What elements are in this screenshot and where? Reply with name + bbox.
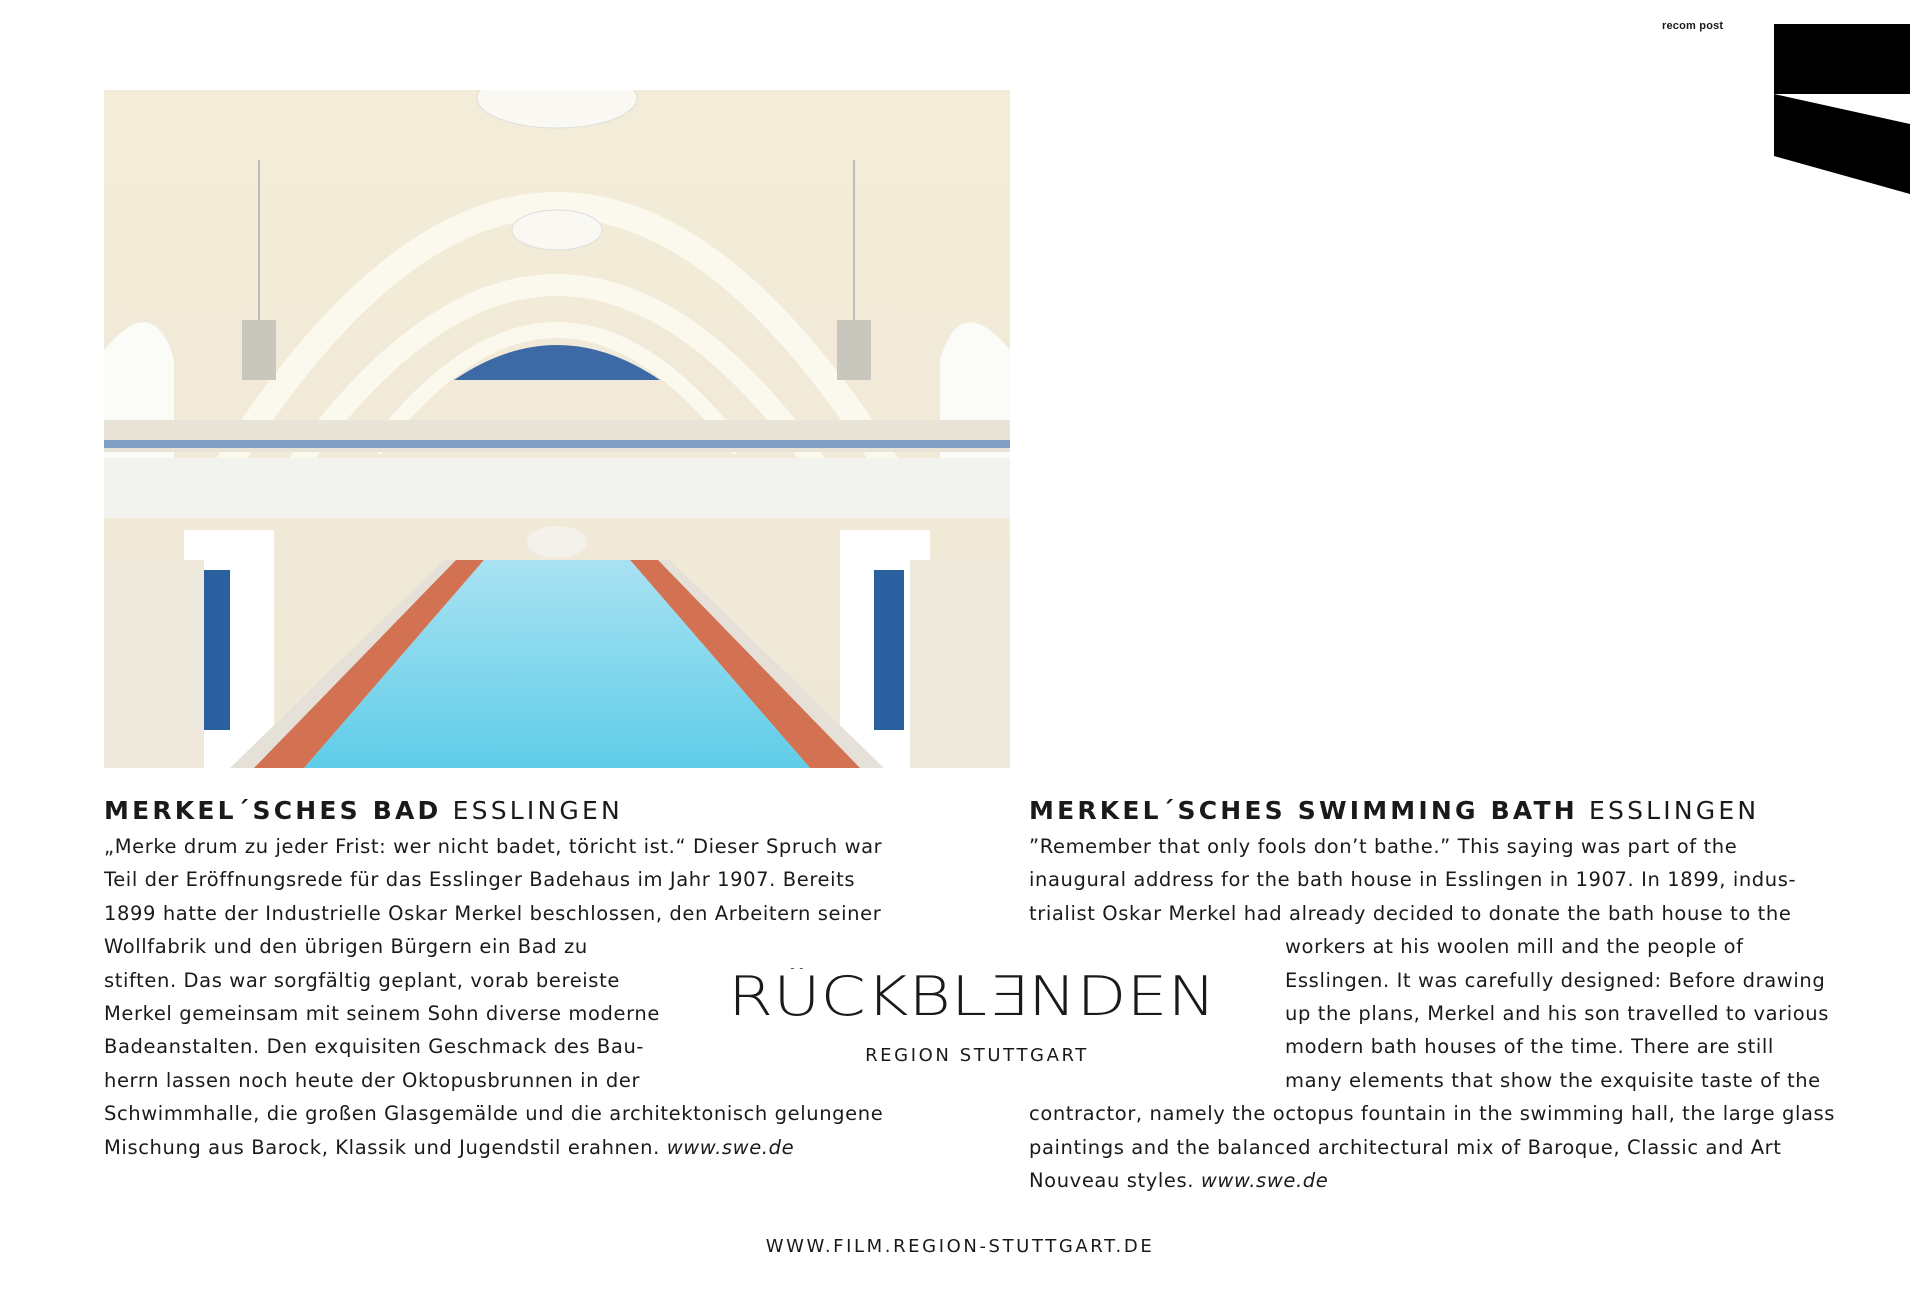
english-location: ESSLINGEN [1589, 796, 1760, 825]
english-heading [1029, 794, 1859, 828]
text-line: Esslingen. It was carefully designed: Before drawing [1285, 968, 1826, 992]
text-line: „Merke drum zu jeder Frist: wer nicht badet, töricht ist.“ Dieser Spruch war [104, 835, 883, 858]
english-title: MERKEL´SCHES SWIMMING BATH [1029, 796, 1578, 825]
brand-logo [722, 968, 1222, 1022]
website-link[interactable]: www.swe.de [1200, 1169, 1329, 1193]
brand-name: RÜCKBLƎNDEN [728, 968, 1216, 1022]
text-line: up the plans, Merkel and his son travelled to various [1285, 1002, 1830, 1026]
text-line: stiften. Das war sorgfältig geplant, vorab bereiste [104, 968, 620, 992]
text-line: Wollfabrik und den übrigen Bürgern ein Bad zu [104, 935, 588, 959]
german-location: ESSLINGEN [452, 796, 623, 825]
text-line: paintings and the balanced architectural mix of Baroque, Classic and Art [1029, 1135, 1782, 1159]
website-link[interactable]: www.swe.de [666, 1135, 795, 1159]
text-line: Teil der Eröffnungsrede für das Esslinger Badehaus im Jahr 1907. Bereits [104, 868, 856, 892]
text-line: herrn lassen noch heute der Oktopusbrunnen in der [104, 1068, 641, 1092]
indoor-swimming-pool-photo [104, 90, 1010, 768]
german-heading [104, 794, 884, 828]
text-line: many elements that show the exquisite taste of the [1285, 1068, 1821, 1092]
text-line: modern bath houses of the time. There are still [1285, 1035, 1774, 1059]
text-line: Badeanstalten. Den exquisiten Geschmack des Bau- [104, 1035, 645, 1059]
text-line: Merkel gemeinsam mit seinem Sohn diverse moderne [104, 1002, 660, 1026]
brand-subtitle: REGION STUTTGART [865, 1045, 1089, 1066]
text-line: inaugural address for the bath house in Esslingen in 1907. In 1899, indus- [1029, 868, 1797, 892]
german-title: MERKEL´SCHES BAD [104, 796, 442, 825]
text-line-last [104, 1131, 884, 1164]
recom-logo-icon [1774, 24, 1914, 194]
agency-label: recom post [1662, 20, 1724, 32]
text-line: ”Remember that only fools don’t bathe.” This saying was part of the [1029, 835, 1738, 858]
text-line: trialist Oskar Merkel had already decided to donate the bath house to the [1029, 901, 1792, 925]
text-line: workers at his woolen mill and the people of [1285, 935, 1744, 959]
text-line-last [1029, 1164, 1859, 1197]
text-line: contractor, namely the octopus fountain in the swimming hall, the large glass [1029, 1102, 1836, 1126]
text-line: 1899 hatte der Industrielle Oskar Merkel beschlossen, den Arbeitern seiner [104, 901, 882, 925]
text-line: Schwimmhalle, die großen Glasgemälde und die architektonisch gelungene [104, 1102, 884, 1126]
footer-website-link[interactable]: WWW.FILM.REGION-STUTTGART.DE [765, 1236, 1155, 1257]
last-line-text: Mischung aus Barock, Klassik und Jugendstil erahnen. [104, 1135, 660, 1159]
last-line-text: Nouveau styles. [1029, 1169, 1195, 1193]
